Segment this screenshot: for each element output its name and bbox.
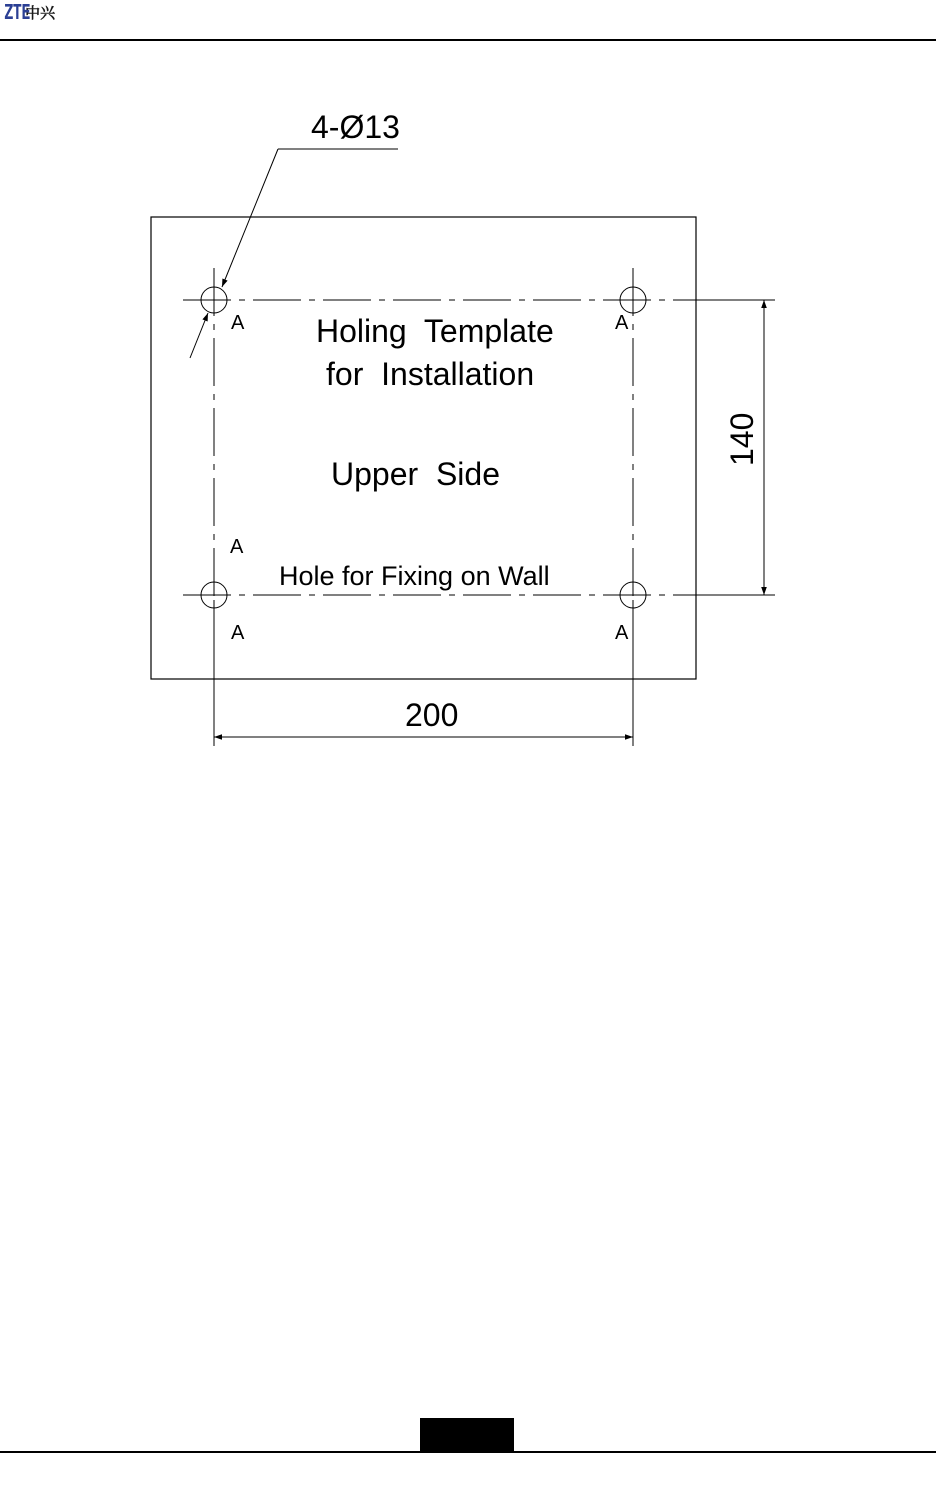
template-outline	[151, 217, 696, 679]
hole-marker-bottom-left: A	[231, 622, 245, 644]
hole-marker-bottom-right: A	[615, 622, 629, 644]
dimension-horizontal-value: 200	[405, 697, 459, 733]
logo-chinese: 中兴	[25, 3, 56, 22]
callout-leader	[222, 149, 278, 287]
callout-leader-tail	[190, 313, 208, 358]
hole-marker-top-left: A	[231, 312, 245, 334]
dimension-vertical-value: 140	[724, 412, 760, 466]
logo-text: ZTE	[4, 0, 30, 24]
hole-callout-label: 4-Ø13	[311, 109, 400, 145]
hole-marker-mid-left: A	[230, 536, 244, 558]
upper-side-label: Upper Side	[331, 456, 500, 492]
page-number-box	[420, 1418, 514, 1453]
hole-marker-top-right: A	[615, 312, 629, 334]
hole-for-fixing-label: Hole for Fixing on Wall	[279, 561, 550, 591]
footer-divider	[0, 1451, 936, 1453]
template-title-line2: for Installation	[326, 356, 535, 392]
template-title-line1: Holing Template	[316, 313, 554, 349]
